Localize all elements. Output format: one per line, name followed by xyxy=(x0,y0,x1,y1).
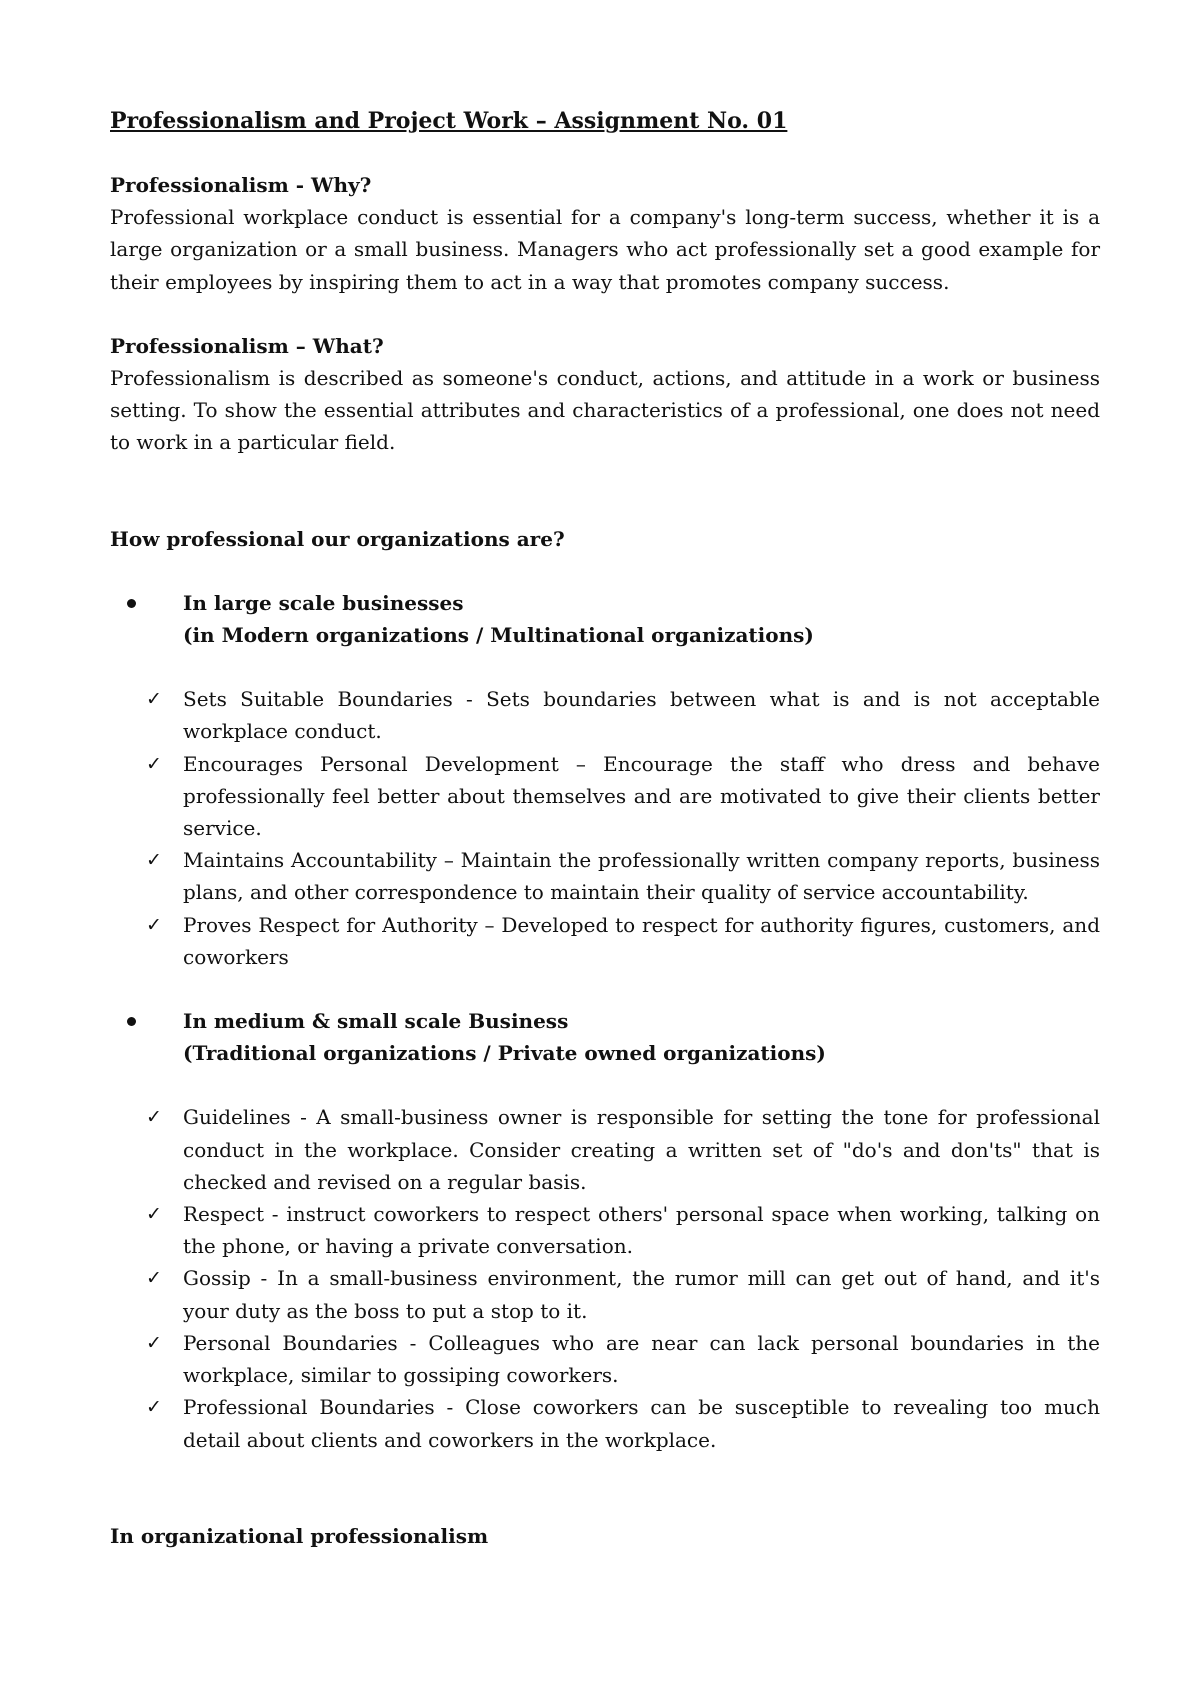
large-scale-subtitle: (in Modern organizations / Multinational organizations) xyxy=(183,623,814,648)
org-heading: In organizational professionalism xyxy=(110,1523,489,1548)
large-scale-bullet xyxy=(110,587,1100,651)
list-item: ✓ Proves Respect for Authority – Developed to respect for authority figures, customers, and coworkers xyxy=(110,909,1100,973)
check-icon: ✓ xyxy=(146,688,162,711)
check-icon: ✓ xyxy=(146,1267,162,1290)
check-icon: ✓ xyxy=(146,849,162,872)
what-paragraph: Professionalism is described as someone's conduct, actions, and attitude in a work or business setting. To show the essential attributes and characteristics of a professional, one does not need to work in a particular field. xyxy=(110,366,1100,455)
check-icon: ✓ xyxy=(146,1396,162,1419)
check-icon: ✓ xyxy=(146,1331,162,1354)
large-scale-title: In large scale businesses xyxy=(183,590,464,615)
document-title: Professionalism and Project Work – Assignment No. 01 xyxy=(110,108,788,134)
bullet-icon xyxy=(127,1017,136,1026)
why-paragraph: Professional workplace conduct is essential for a company's long-term success, whether it is a large organization or a small business. Managers who act professionally set a good example for their employees by inspiring them to act in a way that promotes company success. xyxy=(110,205,1100,294)
list-item: ✓ Sets Suitable Boundaries - Sets boundaries between what is and is not acceptable workplace conduct. xyxy=(110,683,1100,747)
list-item: ✓ Gossip - In a small-business environment, the rumor mill can get out of hand, and it's your duty as the boss to put a stop to it. xyxy=(110,1262,1100,1326)
list-item: ✓ Encourages Personal Development – Encourage the staff who dress and behave professionally feel better about themselves and are motivated to give their clients better service. xyxy=(110,748,1100,845)
list-item: ✓ Professional Boundaries - Close coworkers can be susceptible to revealing too much detail about clients and coworkers in the workplace. xyxy=(110,1391,1100,1455)
medium-scale-list xyxy=(110,1101,1100,1455)
medium-scale-title: In medium & small scale Business xyxy=(183,1009,569,1034)
check-icon: ✓ xyxy=(146,913,162,936)
check-icon: ✓ xyxy=(146,752,162,775)
list-item: ✓ Maintains Accountability – Maintain the professionally written company reports, business plans, and other correspondence to maintain their quality of service accountability. xyxy=(110,844,1100,908)
check-icon: ✓ xyxy=(146,1203,162,1226)
check-icon: ✓ xyxy=(146,1106,162,1129)
list-item: ✓ Guidelines - A small-business owner is responsible for setting the tone for professional conduct in the workplace. Consider creating a written set of "do's and don'ts" that is checked and revised on a regular basis. xyxy=(110,1101,1100,1198)
medium-scale-bullet xyxy=(110,1005,1100,1069)
document-page xyxy=(110,105,1100,1552)
bullet-icon xyxy=(127,599,136,608)
list-item: ✓ Respect - instruct coworkers to respect others' personal space when working, talking on the phone, or having a private conversation. xyxy=(110,1198,1100,1262)
how-heading: How professional our organizations are? xyxy=(110,526,565,551)
medium-scale-subtitle: (Traditional organizations / Private owned organizations) xyxy=(183,1041,826,1066)
list-item: ✓ Personal Boundaries - Colleagues who are near can lack personal boundaries in the workplace, similar to gossiping coworkers. xyxy=(110,1327,1100,1391)
why-heading: Professionalism - Why? xyxy=(110,173,372,197)
what-heading: Professionalism – What? xyxy=(110,333,384,358)
large-scale-list xyxy=(110,683,1100,973)
